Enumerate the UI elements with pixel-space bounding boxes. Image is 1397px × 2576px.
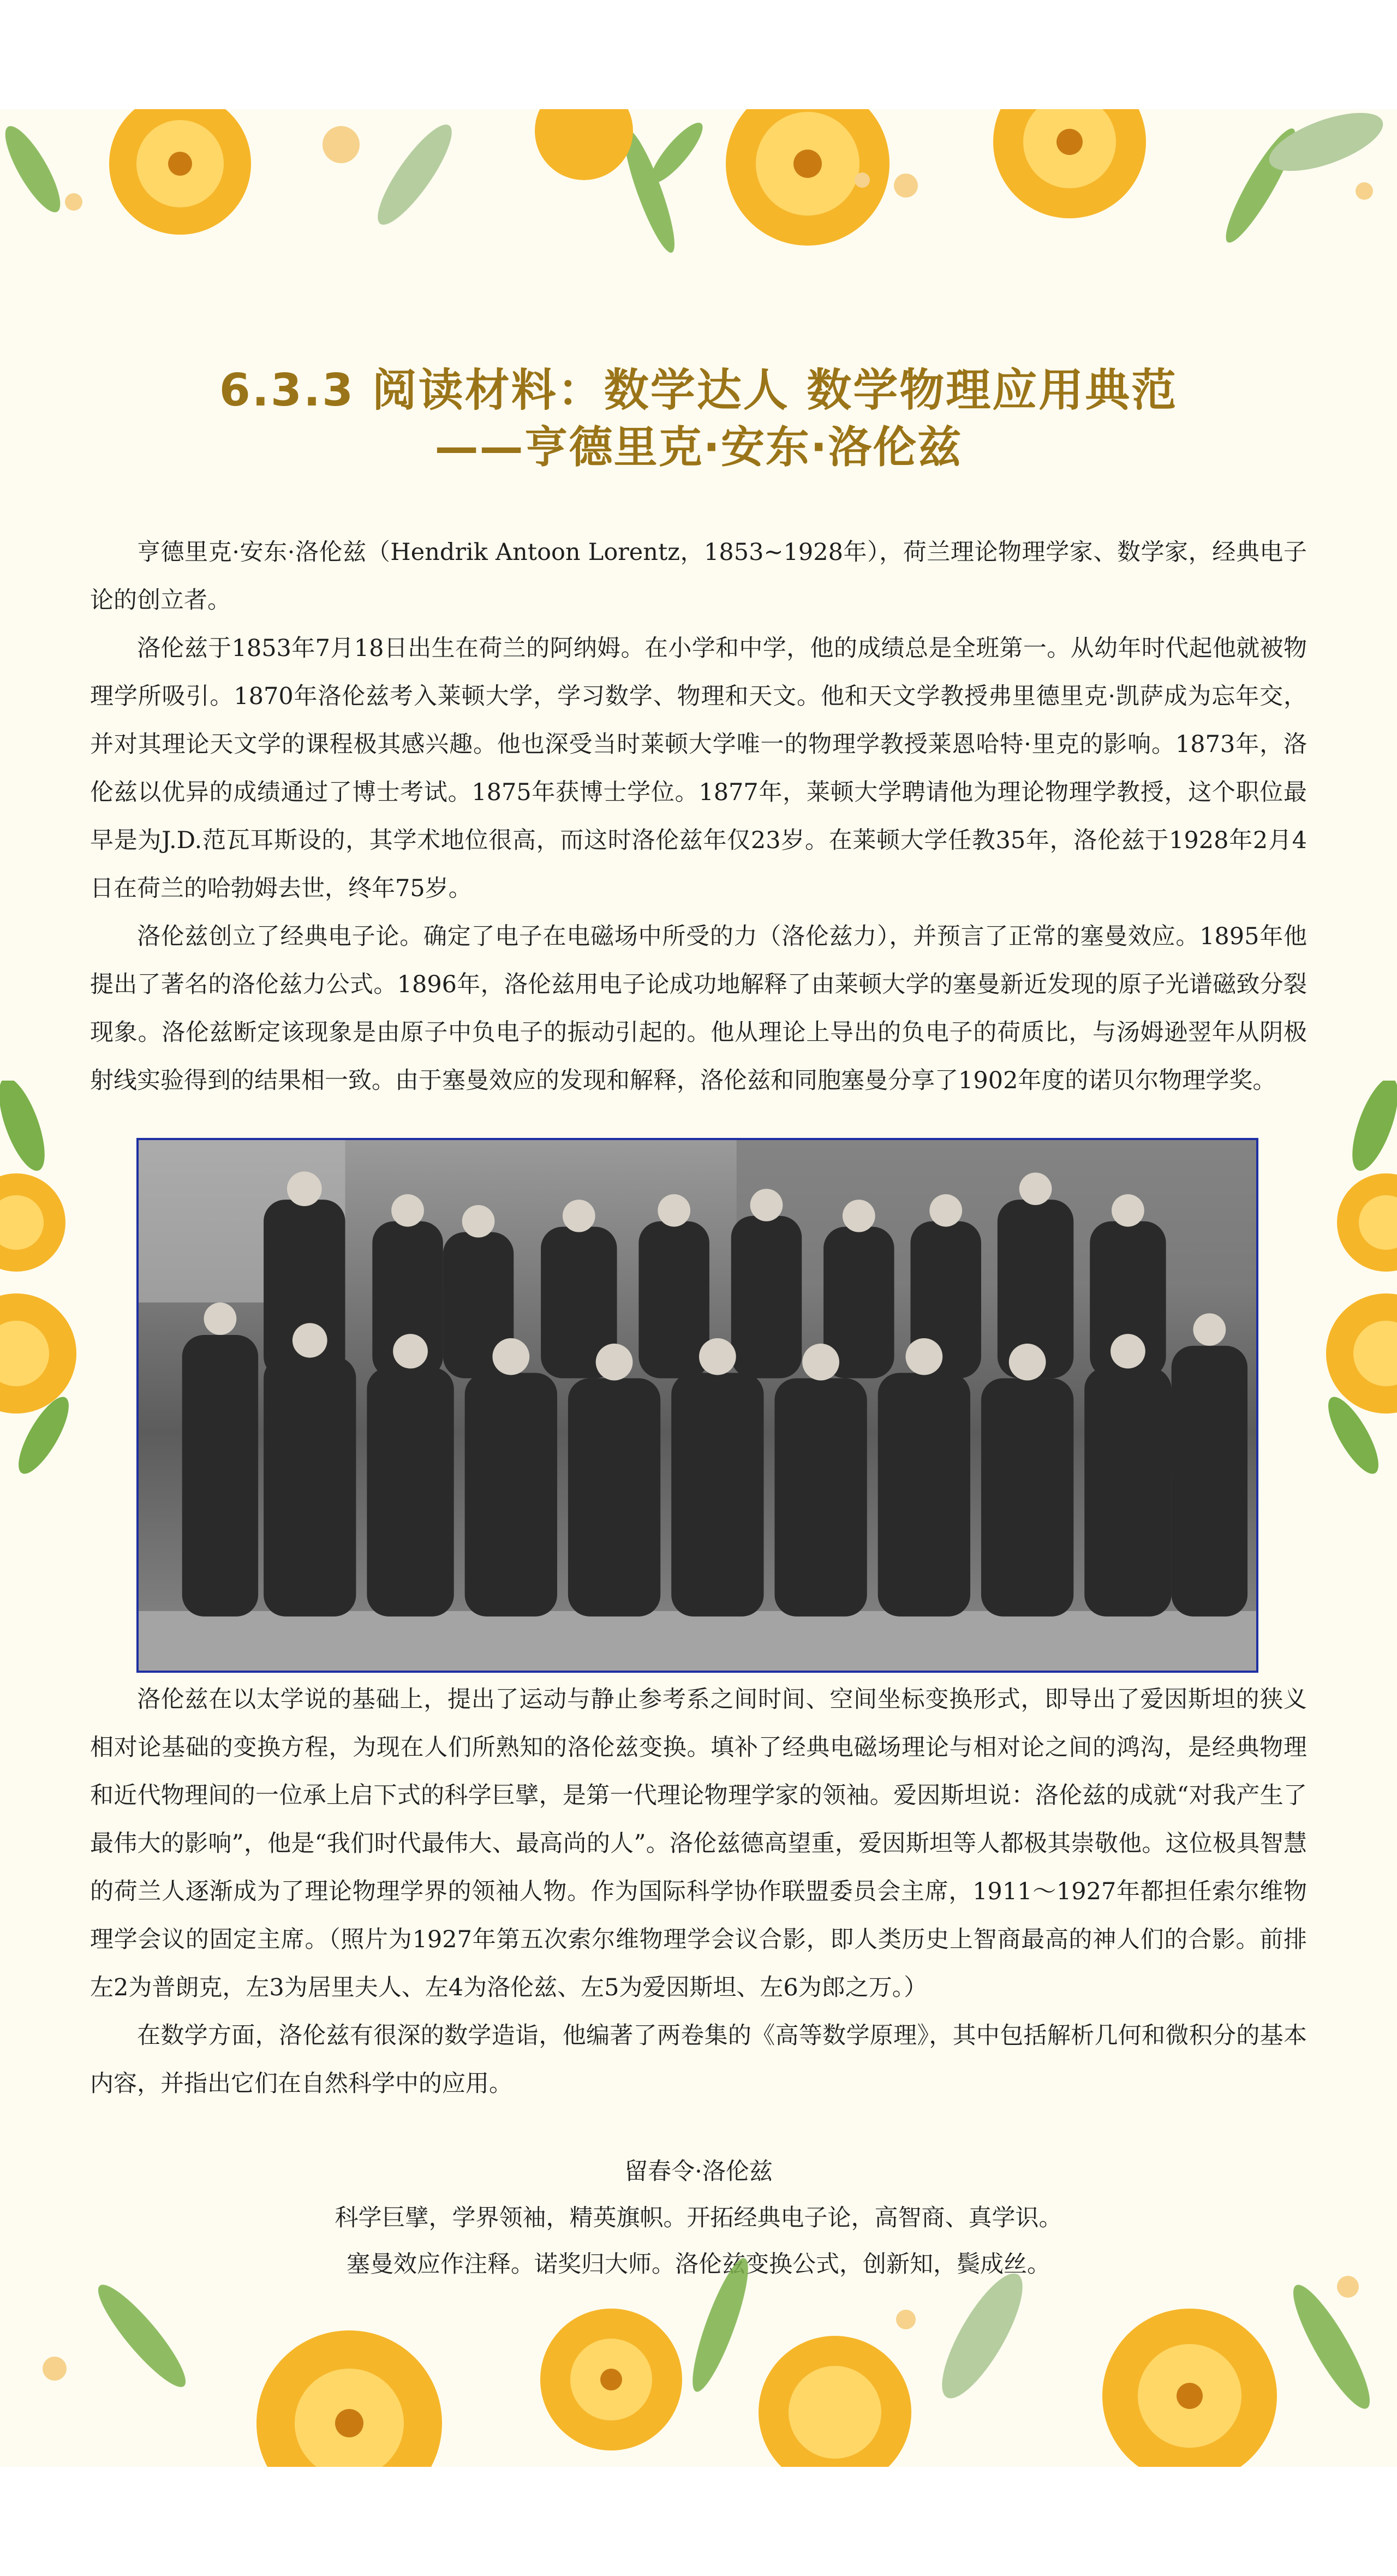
intro-text-block [90,528,1307,1105]
solvay-group-photo [136,1138,1258,1673]
flower-border-icon [0,1081,93,1495]
poem-title: 留春令·洛伦兹 [624,2158,773,2185]
paragraph-intro: 亨德里克·安东·洛伦兹（Hendrik Antoon Lorentz，1853~1928年），荷兰理论物理学家、数学家，经典电子论的创立者。 [90,539,1307,614]
flower-border-icon [0,2238,1397,2467]
paragraph-legacy: 洛伦兹在以太学说的基础上，提出了运动与静止参考系之间时间、空间坐标变换形式，即导出了爱因斯坦的狭义相对论基础的变换方程，为现在人们所熟知的洛伦兹变换。填补了经典电磁场理论与相对论之间的鸿沟，是经典物理和近代物理间的一位承上启下式的科学巨擘，是第一代理论物理学家的领袖。爱因斯坦说：洛伦兹的成就“对我产生了最伟大的影响”，他是“我们时代最伟大、最高尚的人”。洛伦兹德高望重，爱因斯坦等人都极其崇敬他。这位极具智慧的荷兰人逐渐成为了理论物理学界的领袖人物。作为国际科学协作联盟委员会主席，1911～1927年都担任索尔维物理学会议的固定主席。（照片为1927年第五次索尔维物理学会议合影，即人类历史上智商最高的神人们的合影。前排左2为普朗克，左3为居里夫人、左4为洛伦兹、左5为爱因斯坦、左6为郎之万。） [90,1686,1307,2001]
lorentz-legacy-text-block [90,1675,1307,2108]
paragraph-mathematics: 在数学方面，洛伦兹有很深的数学造诣，他编著了两卷集的《高等数学原理》，其中包括解析几何和微积分的基本内容，并指出它们在自然科学中的应用。 [90,2022,1307,2097]
flower-border-icon [1304,1081,1397,1495]
flower-border-icon [0,109,1397,317]
group-photo-icon [139,1140,1256,1671]
page-title: 6.3.3 阅读材料：数学达人 数学物理应用典范 [219,365,1178,416]
left-floral-decoration [0,1081,93,1495]
poem-line: 塞曼效应作注释。诺奖归大师。洛伦兹变换公式，创新知，鬓成丝。 [347,2251,1050,2278]
bottom-floral-border [0,2238,1397,2467]
poem-line: 科学巨擘，学界领袖，精英旗帜。开拓经典电子论，高智商、真学识。 [335,2204,1062,2232]
top-floral-border [0,109,1397,317]
page-subtitle: ——亨德里克·安东·洛伦兹 [434,422,963,473]
paragraph-electron-theory: 洛伦兹创立了经典电子论。确定了电子在电磁场中所受的力（洛伦兹力），并预言了正常的塞曼效应。1895年他提出了著名的洛伦兹力公式。1896年，洛伦兹用电子论成功地解释了由莱顿大学的塞曼新近发现的原子光谱磁致分裂现象。洛伦兹断定该现象是由原子中负电子的振动引起的。他从理论上导出的负电子的荷质比，与汤姆逊翌年从阴极射线实验得到的结果相一致。由于塞曼效应的发现和解释，洛伦兹和同胞塞曼分享了1902年度的诺贝尔物理学奖。 [90,923,1307,1094]
right-floral-decoration [1304,1081,1397,1495]
paragraph-biography: 洛伦兹于1853年7月18日出生在荷兰的阿纳姆。在小学和中学，他的成绩总是全班第一。从幼年时代起他就被物理学所吸引。1870年洛伦兹考入莱顿大学，学习数学、物理和天文。他和天文学教授弗里德里克·凯萨成为忘年交，并对其理论天文学的课程极其感兴趣。他也深受当时莱顿大学唯一的物理学教授莱恩哈特·里克的影响。1873年，洛伦兹以优异的成绩通过了博士考试。1875年获博士学位。1877年，莱顿大学聘请他为理论物理学教授，这个职位最早是为J.D.范瓦耳斯设的，其学术地位很高，而这时洛伦兹年仅23岁。在莱顿大学任教35年，洛伦兹于1928年2月4日在荷兰的哈勃姆去世，终年75岁。 [90,635,1307,902]
